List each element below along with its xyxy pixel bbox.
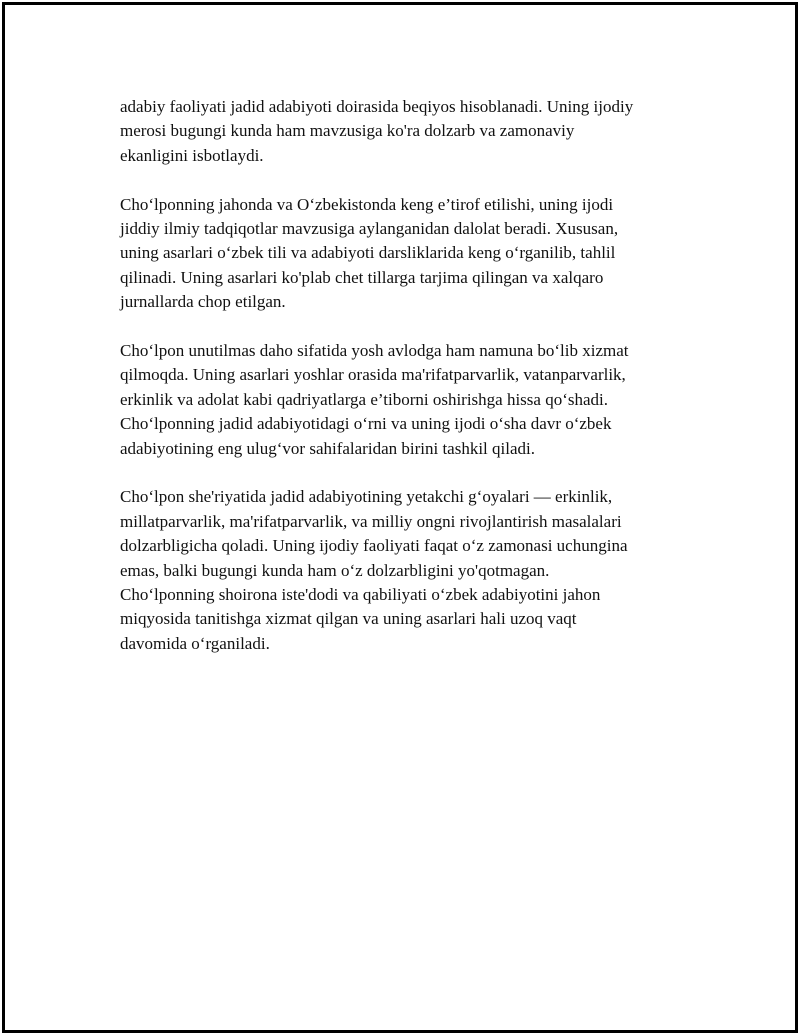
paragraph-3-line-5: adabiyotining eng ulug‘vor sahifalaridan birini tashkil qiladi.: [120, 438, 535, 458]
paragraph-2-line-2: jiddiy ilmiy tadqiqotlar mavzusiga aylanganidan dalolat beradi. Xususan,: [120, 219, 619, 239]
paragraph-4-line-7: davomida o‘rganiladi.: [120, 633, 270, 653]
paragraph-2-line-5: jurnallarda chop etilgan.: [120, 292, 286, 312]
paragraph-4-line-5: Cho‘lponning shoirona iste'dodi va qabiliyati o‘zbek adabiyotini jahon: [120, 585, 601, 605]
paragraph-3: [120, 339, 680, 461]
paragraph-3-line-4: Cho‘lponning jadid adabiyotidagi o‘rni va uning ijodi o‘sha davr o‘zbek: [120, 414, 612, 434]
page-frame: [2, 2, 798, 1033]
paragraph-4-line-1: Cho‘lpon she'riyatida jadid adabiyotining yetakchi g‘oyalari — erkinlik,: [120, 487, 613, 507]
paragraph-1-line-1: adabiy faoliyati jadid adabiyoti doirasida beqiyos hisoblanadi. Uning ijodiy: [120, 97, 634, 116]
paragraph-2-line-3: uning asarlari o‘zbek tili va adabiyoti darsliklarida keng o‘rganilib, tahlil: [120, 243, 616, 263]
paragraph-4-line-6: miqyosida tanitishga xizmat qilgan va uning asarlari hali uzoq vaqt: [120, 609, 577, 629]
paragraph-3-line-1: Cho‘lpon unutilmas daho sifatida yosh avlodga ham namuna bo‘lib xizmat: [120, 341, 629, 361]
paragraph-4-line-3: dolzarbligicha qoladi. Uning ijodiy faoliyati faqat o‘z zamonasi uchungina: [120, 536, 628, 556]
paragraph-4: [120, 485, 680, 656]
paragraph-2-line-4: qilinadi. Uning asarlari ko'plab chet tillarga tarjima qilingan va xalqaro: [120, 267, 604, 287]
paragraph-4-line-2: millatparvarlik, ma'rifatparvarlik, va milliy ongni rivojlantirish masalalari: [120, 511, 622, 531]
paragraph-1: [120, 95, 680, 168]
paragraph-3-line-2: qilmoqda. Uning asarlari yoshlar orasida ma'rifatparvarlik, vatanparvarlik,: [120, 365, 626, 385]
page-body: [120, 95, 680, 681]
paragraph-2-line-1: Cho‘lponning jahonda va O‘zbekistonda keng e’tirof etilishi, uning ijodi: [120, 194, 614, 214]
paragraph-3-line-3: erkinlik va adolat kabi qadriyatlarga e’tiborni oshirishga hissa qo‘shadi.: [120, 389, 609, 409]
paragraph-1-line-2: merosi bugungi kunda ham mavzusiga ko'ra dolzarb va zamonaviy: [120, 121, 575, 141]
paragraph-2: [120, 193, 680, 315]
paragraph-1-line-3: ekanligini isbotlaydi.: [120, 145, 264, 165]
paragraph-4-line-4: emas, balki bugungi kunda ham o‘z dolzarbligini yo'qotmagan.: [120, 560, 550, 580]
